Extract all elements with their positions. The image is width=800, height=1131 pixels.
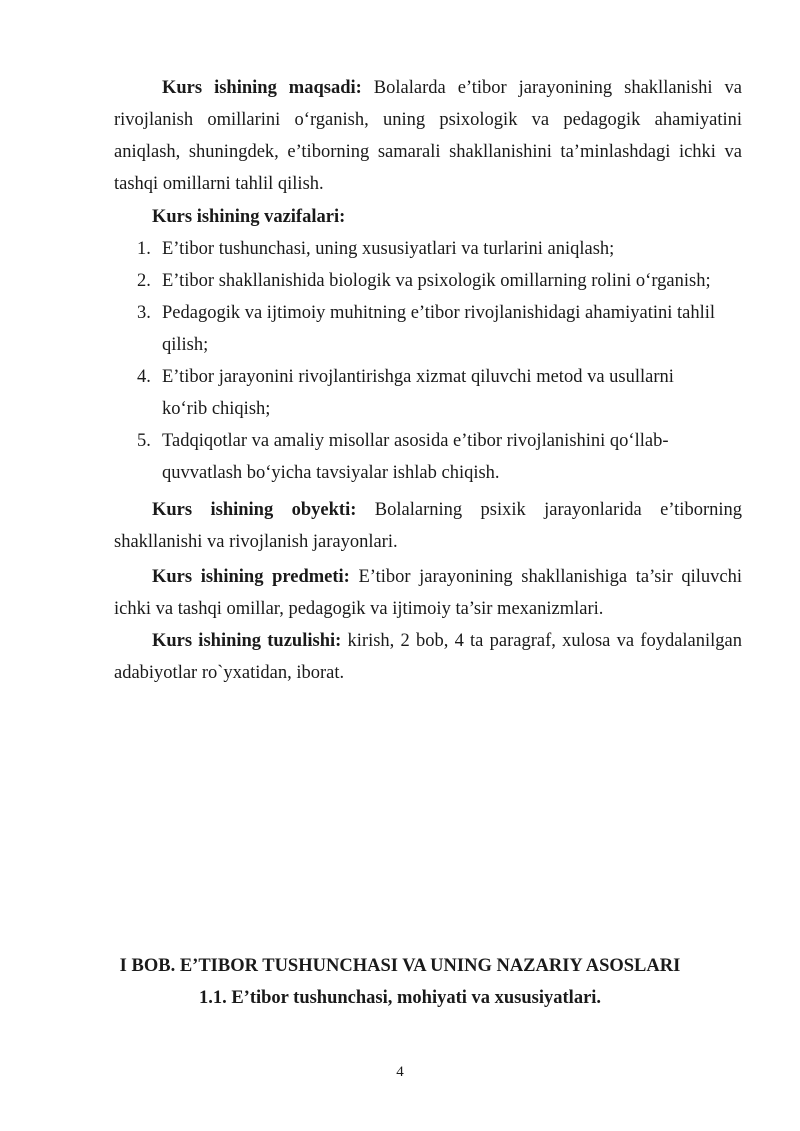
list-item-text: E’tibor jarayonini rivojlantirishga xizmat qiluvchi metod va usullarni ko‘rib chiqish; bbox=[162, 367, 674, 419]
purpose-paragraph bbox=[114, 72, 742, 200]
list-item-number: 5. bbox=[137, 431, 151, 451]
list-item-text: Tadqiqotlar va amaliy misollar asosida e’tibor rivojlanishini qo‘llab-quvvatlash bo‘yicha tavsiyalar ishlab chiqish. bbox=[162, 431, 669, 483]
subject-label: Kurs ishining predmeti: bbox=[152, 567, 350, 587]
subject-text: E’tibor jarayonining shakllanishiga ta’sir qiluvchi ichki va tashqi omillar, pedagogik va ijtimoiy ta’sir mexanizmlari. bbox=[114, 567, 742, 619]
purpose-label: Kurs ishining maqsadi: bbox=[162, 78, 362, 98]
list-item-number: 1. bbox=[137, 239, 151, 259]
list-item-number: 3. bbox=[137, 303, 151, 323]
page-number: 4 bbox=[396, 1064, 404, 1080]
list-item-text: E’tibor tushunchasi, uning xususiyatlari va turlarini aniqlash; bbox=[162, 239, 615, 259]
list-item bbox=[114, 297, 742, 361]
list-item bbox=[114, 233, 742, 265]
object-text: Bolalarning psixik jarayonlarida e’tiborning shakllanishi va rivojlanish jarayonlari. bbox=[114, 500, 742, 552]
section-title: 1.1. E’tibor tushunchasi, mohiyati va xususiyatlari. bbox=[198, 988, 602, 1008]
structure-paragraph bbox=[114, 625, 742, 689]
list-item bbox=[114, 425, 742, 489]
list-item bbox=[114, 265, 742, 297]
list-item-number: 4. bbox=[137, 367, 151, 387]
object-label: Kurs ishining obyekti: bbox=[152, 500, 357, 520]
tasks-list bbox=[114, 233, 742, 489]
structure-text: kirish, 2 bob, 4 ta paragraf, xulosa va foydalanilgan adabiyotlar ro`yxatidan, iborat. bbox=[114, 631, 742, 683]
list-item-text: Pedagogik va ijtimoiy muhitning e’tibor rivojlanishidagi ahamiyatini tahlil qilish; bbox=[162, 303, 716, 355]
structure-label: Kurs ishining tuzulishi: bbox=[152, 631, 342, 651]
list-item bbox=[114, 361, 742, 425]
object-paragraph bbox=[114, 494, 742, 558]
tasks-heading: Kurs ishining vazifalari: bbox=[152, 207, 346, 227]
purpose-text: Bolalarda e’tibor jarayonining shakllanishi va rivojlanish omillarini o‘rganish, uning psixologik va pedagogik ahamiyatini aniqlash, shuningdek, e’tiborning samarali shakllanishini ta’minlashdagi ichki va tashqi omillarni tahlil qilish. bbox=[114, 78, 742, 194]
subject-paragraph bbox=[114, 561, 742, 625]
list-item-text: E’tibor shakllanishida biologik va psixologik omillarning rolini o‘rganish; bbox=[162, 271, 711, 291]
chapter-title: I BOB. E’TIBOR TUSHUNCHASI VA UNING NAZARIY ASOSLARI bbox=[119, 956, 681, 976]
list-item-number: 2. bbox=[137, 271, 151, 291]
